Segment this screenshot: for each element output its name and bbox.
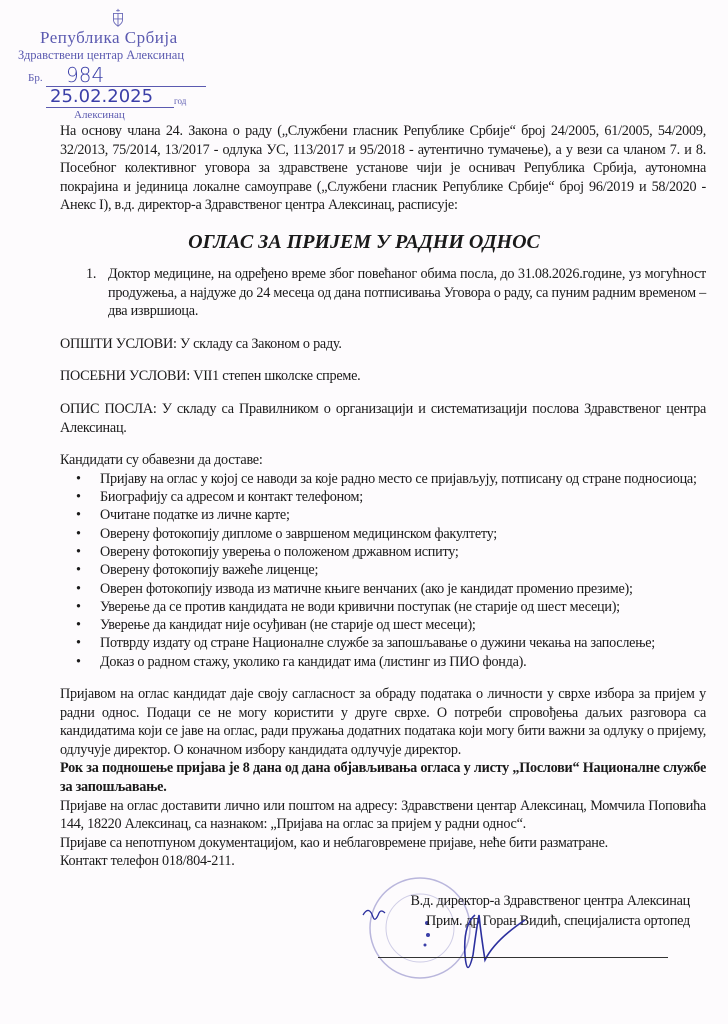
- list-item: • Оверену фотокопију уверења о положеном државном испиту;: [68, 543, 706, 561]
- position-item: [86, 265, 706, 321]
- consent-paragraph: Пријавом на оглас кандидат даје своју сагласност за обраду података о личности у сврхе избора за пријем у радни однос. Подаци се не могу користити у друге сврхе. О потреби спровођења даљих разговора са кандидатима који се јаве на оглас, ради пружања додатних података који могу бити важни за одлуку о пријему, одлучује директор. О коначном избору кандидата одлучује директор.: [60, 685, 706, 758]
- incomplete-notice: Пријаве са непотпуном документацијом, као и неблаговремене пријаве, неће бити разматране.: [60, 834, 608, 851]
- position-number: 1.: [86, 265, 97, 282]
- stamp-city: Алексинац: [74, 109, 125, 121]
- list-item: • Оверену фотокопију важеће лиценце;: [68, 561, 706, 579]
- general-conditions: ОПШТИ УСЛОВИ: У складу са Законом о раду.: [60, 335, 342, 352]
- list-item: • Уверење да се против кандидата не води кривични поступак (не старије од шест месеци);: [68, 598, 706, 616]
- page-title: ОГЛАС ЗА ПРИЈЕМ У РАДНИ ОДНОС: [188, 230, 540, 253]
- handwritten-signature: [355, 885, 555, 985]
- stamp-institution: Здравствени центар Алексинац: [18, 48, 185, 62]
- list-item: • Пријаву на оглас у којој се наводи за које радно место се пријављују, потписану од стране подносиоца;: [68, 470, 706, 488]
- list-item: • Биографију са адресом и контакт телефоном;: [68, 488, 706, 506]
- list-item: • Оверену фотокопију дипломе о завршеном медицинском факултету;: [68, 525, 706, 543]
- stamp-year-label: год: [174, 96, 187, 106]
- list-item: • Очитане податке из личне карте;: [68, 506, 706, 524]
- position-text: Доктор медицине, на одређено време због повећаног обима посла, до 31.08.2026.године, уз могућност продужења, а најдуже до 24 месеца од дана потписивања Уговора о раду, са пуним радним временом – два извршиоца.: [108, 265, 706, 320]
- deadline-paragraph: Рок за подношење пријава је 8 дана од дана објављивања огласа у листу „Послови“ Националне службе за запошљавање.: [60, 760, 706, 795]
- signatory-title: В.д. директор-а Здравственог центра Алексинац: [410, 892, 690, 909]
- stamp-date: 25.02.2025: [50, 86, 154, 107]
- signature-area: [60, 891, 706, 1001]
- list-item: • Доказ о радном стажу, уколико га кандидат има (листинг из ПИО фонда).: [68, 653, 706, 671]
- closing-section: [60, 685, 706, 871]
- signatory-name: Прим. др Горан Видић, специјалиста ортопед: [426, 912, 690, 929]
- job-description: ОПИС ПОСЛА: У складу са Правилником о организацији и систематизацији послова Здравственог центра Алексинац.: [60, 400, 706, 436]
- contact-phone: Контакт телефон 018/804-211.: [60, 853, 235, 870]
- stamp-number-label: Бр.: [28, 72, 43, 84]
- signature-line: [378, 957, 668, 958]
- special-conditions: ПОСЕБНИ УСЛОВИ: VII1 степен школске спреме.: [60, 368, 361, 385]
- submission-paragraph: Пријаве на оглас доставити лично или поштом на адресу: Здравствени центар Алексинац, Момчила Поповића 144, 18220 Алексинац, са назнаком: „Пријава на оглас за пријем у радни однос“.: [60, 797, 706, 833]
- intro-paragraph: На основу члана 24. Закона о раду („Службени гласник Републике Србије“ број 24/2005, 61/2005, 54/2009, 32/2013, 75/2014, 13/2017 - одлука УС, 113/2017 и 95/2018 - аутентично тумачење), а у вези са чланом 7. и 8. Посебног колективног уговора за здравствене установе чији је оснивач Република Србија, аутономна покрајина и јединица локалне самоуправе („Службени гласник Републике Србије“ број 96/2019 и 58/2020 - Анекс I), в.д. директор-а Здравственог центра Алексинац, расписује:: [60, 123, 706, 214]
- list-item: • Потврду издату од стране Националне службе за запошљавање о дужини чекања на запослење;: [68, 634, 706, 652]
- list-item: • Оверен фотокопију извода из матичне књиге венчаних (ако је кандидат променио презиме);: [68, 580, 706, 598]
- list-item: • Уверење да кандидат није осуђиван (не старије од шест месеци);: [68, 616, 706, 634]
- stamp-number: 984: [66, 63, 105, 87]
- documents-intro: Кандидати су обавезни да доставе:: [60, 452, 263, 469]
- stamp-country: Република Србија: [40, 28, 178, 47]
- documents-list: [60, 470, 706, 671]
